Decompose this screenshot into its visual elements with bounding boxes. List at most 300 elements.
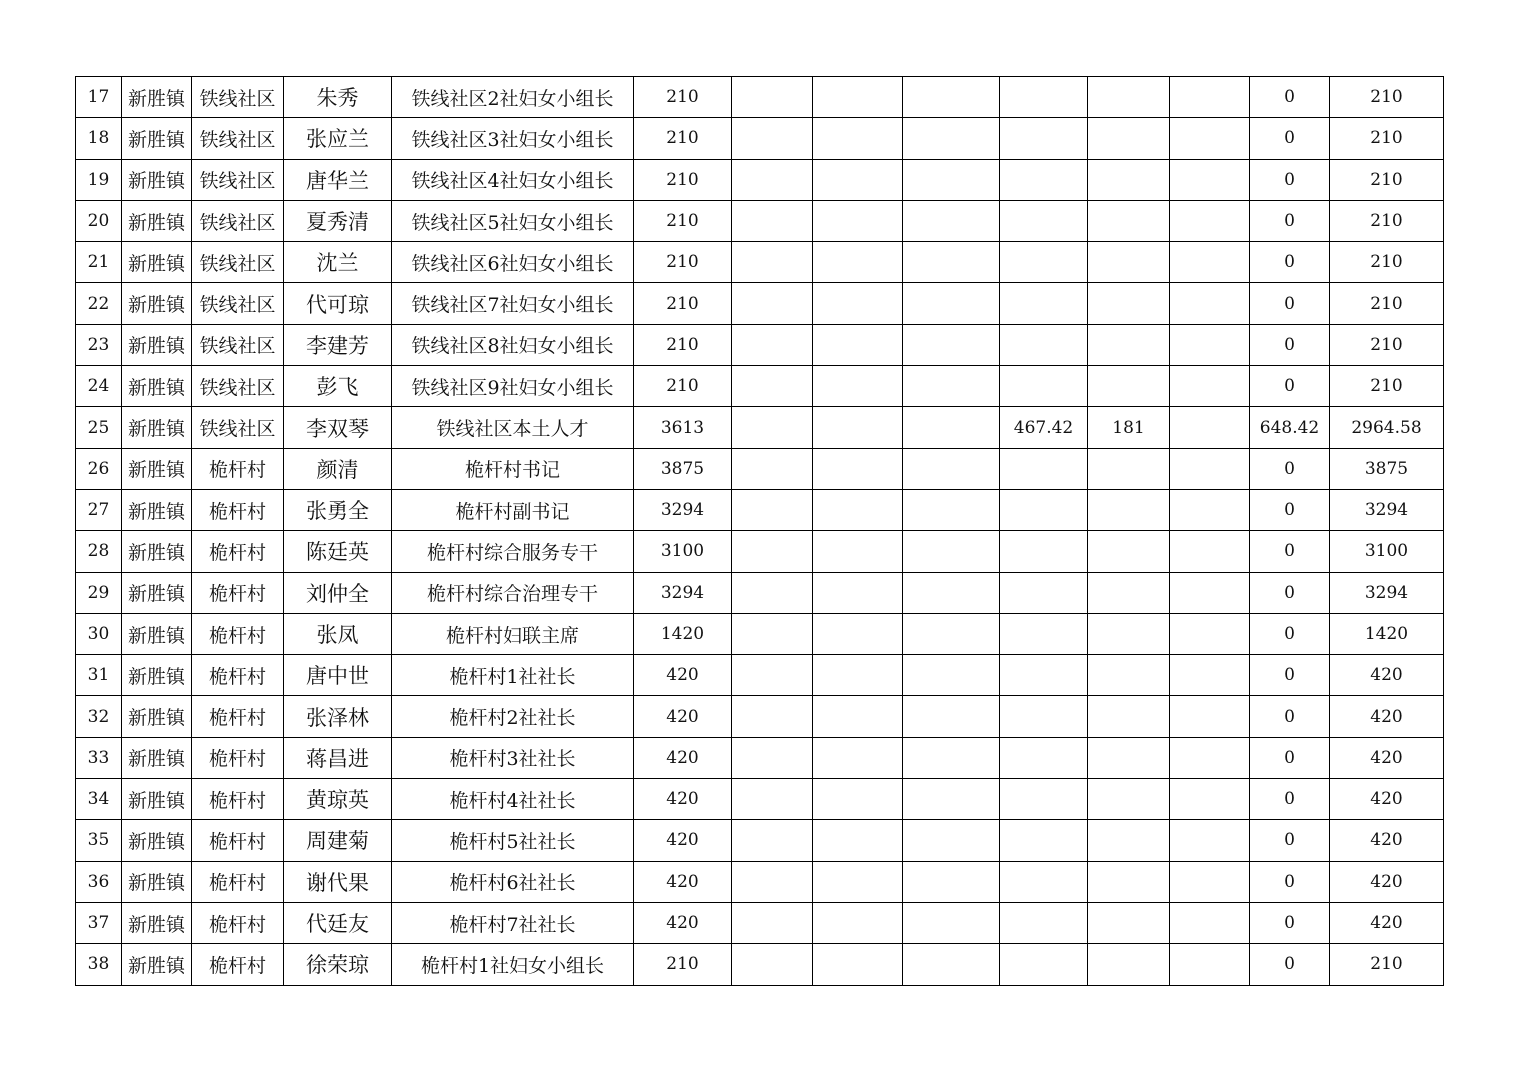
town-cell: 新胜镇 <box>122 366 192 407</box>
unit-cell: 桅杆村 <box>192 779 284 820</box>
blank-cell-6 <box>1170 737 1250 778</box>
position-cell: 铁线社区4社妇女小组长 <box>392 159 634 200</box>
deduction-cell-b <box>1088 737 1170 778</box>
total-deduction-cell: 0 <box>1250 655 1330 696</box>
blank-cell-3 <box>903 489 1000 530</box>
amount-cell: 210 <box>634 242 732 283</box>
blank-cell-3 <box>903 737 1000 778</box>
person-name-cell: 沈兰 <box>284 242 392 283</box>
table-row <box>76 118 1444 159</box>
table-row <box>76 902 1444 943</box>
deduction-cell-a <box>1000 77 1088 118</box>
blank-cell-1 <box>732 696 813 737</box>
position-cell: 铁线社区8社妇女小组长 <box>392 324 634 365</box>
blank-cell-1 <box>732 324 813 365</box>
total-deduction-cell: 0 <box>1250 489 1330 530</box>
blank-cell-1 <box>732 283 813 324</box>
deduction-cell-b <box>1088 489 1170 530</box>
blank-cell-2 <box>813 861 903 902</box>
net-amount-cell: 420 <box>1330 861 1444 902</box>
blank-cell-3 <box>903 242 1000 283</box>
blank-cell-3 <box>903 448 1000 489</box>
unit-cell: 铁线社区 <box>192 366 284 407</box>
blank-cell-2 <box>813 489 903 530</box>
unit-cell: 桅杆村 <box>192 944 284 985</box>
blank-cell-6 <box>1170 696 1250 737</box>
total-deduction-cell: 0 <box>1250 944 1330 985</box>
blank-cell-2 <box>813 242 903 283</box>
deduction-cell-b <box>1088 531 1170 572</box>
deduction-cell-a <box>1000 861 1088 902</box>
amount-cell: 210 <box>634 118 732 159</box>
position-cell: 铁线社区5社妇女小组长 <box>392 200 634 241</box>
net-amount-cell: 210 <box>1330 77 1444 118</box>
unit-cell: 桅杆村 <box>192 902 284 943</box>
town-cell: 新胜镇 <box>122 324 192 365</box>
person-name-cell: 彭飞 <box>284 366 392 407</box>
town-cell: 新胜镇 <box>122 944 192 985</box>
blank-cell-6 <box>1170 324 1250 365</box>
town-cell: 新胜镇 <box>122 407 192 448</box>
net-amount-cell: 3100 <box>1330 531 1444 572</box>
amount-cell: 3875 <box>634 448 732 489</box>
deduction-cell-b <box>1088 366 1170 407</box>
unit-cell: 桅杆村 <box>192 613 284 654</box>
blank-cell-6 <box>1170 572 1250 613</box>
blank-cell-2 <box>813 655 903 696</box>
blank-cell-6 <box>1170 861 1250 902</box>
total-deduction-cell: 0 <box>1250 324 1330 365</box>
blank-cell-2 <box>813 820 903 861</box>
person-name-cell: 朱秀 <box>284 77 392 118</box>
unit-cell: 铁线社区 <box>192 118 284 159</box>
position-cell: 铁线社区本土人才 <box>392 407 634 448</box>
unit-cell: 桅杆村 <box>192 489 284 530</box>
net-amount-cell: 420 <box>1330 779 1444 820</box>
deduction-cell-a <box>1000 531 1088 572</box>
table-row <box>76 861 1444 902</box>
person-name-cell: 李建芳 <box>284 324 392 365</box>
total-deduction-cell: 0 <box>1250 572 1330 613</box>
blank-cell-3 <box>903 655 1000 696</box>
blank-cell-6 <box>1170 242 1250 283</box>
blank-cell-1 <box>732 77 813 118</box>
position-cell: 桅杆村6社社长 <box>392 861 634 902</box>
deduction-cell-a <box>1000 902 1088 943</box>
blank-cell-2 <box>813 572 903 613</box>
unit-cell: 铁线社区 <box>192 200 284 241</box>
table-row <box>76 366 1444 407</box>
deduction-cell-a <box>1000 655 1088 696</box>
person-name-cell: 唐华兰 <box>284 159 392 200</box>
table-row <box>76 531 1444 572</box>
unit-cell: 桅杆村 <box>192 572 284 613</box>
total-deduction-cell: 0 <box>1250 861 1330 902</box>
table-row <box>76 242 1444 283</box>
blank-cell-1 <box>732 448 813 489</box>
blank-cell-3 <box>903 77 1000 118</box>
net-amount-cell: 420 <box>1330 902 1444 943</box>
row-number-cell: 26 <box>76 448 122 489</box>
deduction-cell-a <box>1000 283 1088 324</box>
person-name-cell: 陈廷英 <box>284 531 392 572</box>
blank-cell-2 <box>813 779 903 820</box>
net-amount-cell: 2964.58 <box>1330 407 1444 448</box>
town-cell: 新胜镇 <box>122 283 192 324</box>
blank-cell-3 <box>903 531 1000 572</box>
blank-cell-2 <box>813 200 903 241</box>
blank-cell-3 <box>903 366 1000 407</box>
deduction-cell-b <box>1088 655 1170 696</box>
net-amount-cell: 420 <box>1330 820 1444 861</box>
deduction-cell-b <box>1088 448 1170 489</box>
blank-cell-3 <box>903 159 1000 200</box>
net-amount-cell: 3294 <box>1330 489 1444 530</box>
total-deduction-cell: 0 <box>1250 613 1330 654</box>
net-amount-cell: 210 <box>1330 118 1444 159</box>
row-number-cell: 37 <box>76 902 122 943</box>
total-deduction-cell: 0 <box>1250 77 1330 118</box>
unit-cell: 铁线社区 <box>192 77 284 118</box>
blank-cell-1 <box>732 242 813 283</box>
blank-cell-2 <box>813 737 903 778</box>
unit-cell: 铁线社区 <box>192 159 284 200</box>
table-row <box>76 944 1444 985</box>
deduction-cell-b <box>1088 902 1170 943</box>
blank-cell-3 <box>903 613 1000 654</box>
table-row <box>76 820 1444 861</box>
unit-cell: 铁线社区 <box>192 242 284 283</box>
amount-cell: 3294 <box>634 572 732 613</box>
unit-cell: 桅杆村 <box>192 737 284 778</box>
net-amount-cell: 3875 <box>1330 448 1444 489</box>
deduction-cell-a <box>1000 159 1088 200</box>
total-deduction-cell: 0 <box>1250 200 1330 241</box>
amount-cell: 210 <box>634 200 732 241</box>
person-name-cell: 张勇全 <box>284 489 392 530</box>
amount-cell: 1420 <box>634 613 732 654</box>
position-cell: 桅杆村5社社长 <box>392 820 634 861</box>
net-amount-cell: 420 <box>1330 696 1444 737</box>
blank-cell-6 <box>1170 159 1250 200</box>
table-row <box>76 655 1444 696</box>
net-amount-cell: 210 <box>1330 242 1444 283</box>
blank-cell-6 <box>1170 944 1250 985</box>
unit-cell: 桅杆村 <box>192 696 284 737</box>
blank-cell-3 <box>903 283 1000 324</box>
town-cell: 新胜镇 <box>122 200 192 241</box>
row-number-cell: 22 <box>76 283 122 324</box>
blank-cell-2 <box>813 283 903 324</box>
row-number-cell: 29 <box>76 572 122 613</box>
blank-cell-1 <box>732 531 813 572</box>
row-number-cell: 38 <box>76 944 122 985</box>
unit-cell: 桅杆村 <box>192 861 284 902</box>
town-cell: 新胜镇 <box>122 572 192 613</box>
deduction-cell-b <box>1088 118 1170 159</box>
row-number-cell: 31 <box>76 655 122 696</box>
person-name-cell: 蒋昌进 <box>284 737 392 778</box>
town-cell: 新胜镇 <box>122 779 192 820</box>
blank-cell-1 <box>732 200 813 241</box>
position-cell: 桅杆村7社社长 <box>392 902 634 943</box>
table-row <box>76 159 1444 200</box>
table-row <box>76 324 1444 365</box>
blank-cell-2 <box>813 902 903 943</box>
amount-cell: 420 <box>634 655 732 696</box>
payroll-table <box>75 76 1444 986</box>
blank-cell-6 <box>1170 779 1250 820</box>
town-cell: 新胜镇 <box>122 448 192 489</box>
blank-cell-1 <box>732 779 813 820</box>
unit-cell: 铁线社区 <box>192 407 284 448</box>
row-number-cell: 34 <box>76 779 122 820</box>
row-number-cell: 32 <box>76 696 122 737</box>
deduction-cell-a <box>1000 200 1088 241</box>
blank-cell-3 <box>903 820 1000 861</box>
row-number-cell: 33 <box>76 737 122 778</box>
deduction-cell-b <box>1088 613 1170 654</box>
amount-cell: 210 <box>634 944 732 985</box>
blank-cell-6 <box>1170 902 1250 943</box>
blank-cell-6 <box>1170 200 1250 241</box>
blank-cell-3 <box>903 696 1000 737</box>
blank-cell-6 <box>1170 531 1250 572</box>
blank-cell-1 <box>732 944 813 985</box>
blank-cell-2 <box>813 407 903 448</box>
table-row <box>76 613 1444 654</box>
total-deduction-cell: 0 <box>1250 242 1330 283</box>
table-row <box>76 737 1444 778</box>
person-name-cell: 颜清 <box>284 448 392 489</box>
amount-cell: 420 <box>634 861 732 902</box>
amount-cell: 210 <box>634 159 732 200</box>
position-cell: 桅杆村1社社长 <box>392 655 634 696</box>
blank-cell-3 <box>903 902 1000 943</box>
position-cell: 铁线社区7社妇女小组长 <box>392 283 634 324</box>
table-row <box>76 448 1444 489</box>
town-cell: 新胜镇 <box>122 159 192 200</box>
deduction-cell-b <box>1088 324 1170 365</box>
deduction-cell-a <box>1000 779 1088 820</box>
town-cell: 新胜镇 <box>122 861 192 902</box>
row-number-cell: 23 <box>76 324 122 365</box>
blank-cell-6 <box>1170 366 1250 407</box>
deduction-cell-a <box>1000 613 1088 654</box>
blank-cell-1 <box>732 861 813 902</box>
deduction-cell-a: 467.42 <box>1000 407 1088 448</box>
person-name-cell: 李双琴 <box>284 407 392 448</box>
amount-cell: 3613 <box>634 407 732 448</box>
blank-cell-6 <box>1170 118 1250 159</box>
person-name-cell: 代可琼 <box>284 283 392 324</box>
row-number-cell: 27 <box>76 489 122 530</box>
blank-cell-2 <box>813 366 903 407</box>
net-amount-cell: 210 <box>1330 283 1444 324</box>
town-cell: 新胜镇 <box>122 118 192 159</box>
net-amount-cell: 3294 <box>1330 572 1444 613</box>
blank-cell-3 <box>903 200 1000 241</box>
net-amount-cell: 1420 <box>1330 613 1444 654</box>
person-name-cell: 夏秀清 <box>284 200 392 241</box>
person-name-cell: 周建菊 <box>284 820 392 861</box>
net-amount-cell: 420 <box>1330 737 1444 778</box>
town-cell: 新胜镇 <box>122 655 192 696</box>
position-cell: 桅杆村4社社长 <box>392 779 634 820</box>
amount-cell: 420 <box>634 696 732 737</box>
town-cell: 新胜镇 <box>122 696 192 737</box>
position-cell: 桅杆村1社妇女小组长 <box>392 944 634 985</box>
position-cell: 桅杆村副书记 <box>392 489 634 530</box>
town-cell: 新胜镇 <box>122 489 192 530</box>
amount-cell: 210 <box>634 77 732 118</box>
person-name-cell: 刘仲全 <box>284 572 392 613</box>
blank-cell-1 <box>732 489 813 530</box>
blank-cell-3 <box>903 779 1000 820</box>
blank-cell-6 <box>1170 820 1250 861</box>
blank-cell-3 <box>903 407 1000 448</box>
blank-cell-6 <box>1170 448 1250 489</box>
total-deduction-cell: 0 <box>1250 448 1330 489</box>
unit-cell: 铁线社区 <box>192 283 284 324</box>
blank-cell-6 <box>1170 407 1250 448</box>
unit-cell: 桅杆村 <box>192 820 284 861</box>
row-number-cell: 20 <box>76 200 122 241</box>
blank-cell-1 <box>732 902 813 943</box>
amount-cell: 210 <box>634 324 732 365</box>
position-cell: 铁线社区3社妇女小组长 <box>392 118 634 159</box>
total-deduction-cell: 0 <box>1250 902 1330 943</box>
person-name-cell: 徐荣琼 <box>284 944 392 985</box>
blank-cell-2 <box>813 944 903 985</box>
blank-cell-6 <box>1170 655 1250 696</box>
blank-cell-1 <box>732 159 813 200</box>
position-cell: 桅杆村综合治理专干 <box>392 572 634 613</box>
net-amount-cell: 420 <box>1330 655 1444 696</box>
row-number-cell: 17 <box>76 77 122 118</box>
total-deduction-cell: 0 <box>1250 159 1330 200</box>
table-row <box>76 200 1444 241</box>
person-name-cell: 黄琼英 <box>284 779 392 820</box>
deduction-cell-a <box>1000 118 1088 159</box>
town-cell: 新胜镇 <box>122 902 192 943</box>
blank-cell-2 <box>813 448 903 489</box>
deduction-cell-b <box>1088 572 1170 613</box>
blank-cell-2 <box>813 159 903 200</box>
total-deduction-cell: 0 <box>1250 531 1330 572</box>
position-cell: 桅杆村综合服务专干 <box>392 531 634 572</box>
amount-cell: 3100 <box>634 531 732 572</box>
blank-cell-6 <box>1170 489 1250 530</box>
deduction-cell-b <box>1088 242 1170 283</box>
amount-cell: 420 <box>634 902 732 943</box>
amount-cell: 210 <box>634 366 732 407</box>
town-cell: 新胜镇 <box>122 820 192 861</box>
deduction-cell-b <box>1088 77 1170 118</box>
town-cell: 新胜镇 <box>122 242 192 283</box>
blank-cell-2 <box>813 324 903 365</box>
row-number-cell: 36 <box>76 861 122 902</box>
blank-cell-3 <box>903 861 1000 902</box>
deduction-cell-a <box>1000 944 1088 985</box>
net-amount-cell: 210 <box>1330 324 1444 365</box>
row-number-cell: 28 <box>76 531 122 572</box>
table-row <box>76 407 1444 448</box>
deduction-cell-b <box>1088 861 1170 902</box>
blank-cell-2 <box>813 613 903 654</box>
blank-cell-1 <box>732 407 813 448</box>
town-cell: 新胜镇 <box>122 613 192 654</box>
total-deduction-cell: 0 <box>1250 366 1330 407</box>
table-row <box>76 696 1444 737</box>
blank-cell-6 <box>1170 613 1250 654</box>
net-amount-cell: 210 <box>1330 200 1444 241</box>
deduction-cell-b: 181 <box>1088 407 1170 448</box>
unit-cell: 铁线社区 <box>192 324 284 365</box>
blank-cell-3 <box>903 944 1000 985</box>
person-name-cell: 张凤 <box>284 613 392 654</box>
deduction-cell-a <box>1000 324 1088 365</box>
amount-cell: 420 <box>634 737 732 778</box>
net-amount-cell: 210 <box>1330 366 1444 407</box>
table-row <box>76 283 1444 324</box>
amount-cell: 3294 <box>634 489 732 530</box>
row-number-cell: 35 <box>76 820 122 861</box>
table-row <box>76 77 1444 118</box>
blank-cell-6 <box>1170 77 1250 118</box>
person-name-cell: 谢代果 <box>284 861 392 902</box>
net-amount-cell: 210 <box>1330 159 1444 200</box>
blank-cell-1 <box>732 613 813 654</box>
table-row <box>76 572 1444 613</box>
blank-cell-2 <box>813 118 903 159</box>
person-name-cell: 唐中世 <box>284 655 392 696</box>
blank-cell-3 <box>903 118 1000 159</box>
row-number-cell: 21 <box>76 242 122 283</box>
deduction-cell-b <box>1088 159 1170 200</box>
position-cell: 桅杆村2社社长 <box>392 696 634 737</box>
deduction-cell-b <box>1088 820 1170 861</box>
town-cell: 新胜镇 <box>122 737 192 778</box>
deduction-cell-a <box>1000 489 1088 530</box>
blank-cell-1 <box>732 572 813 613</box>
row-number-cell: 19 <box>76 159 122 200</box>
town-cell: 新胜镇 <box>122 77 192 118</box>
deduction-cell-a <box>1000 696 1088 737</box>
town-cell: 新胜镇 <box>122 531 192 572</box>
total-deduction-cell: 0 <box>1250 696 1330 737</box>
net-amount-cell: 210 <box>1330 944 1444 985</box>
table-body <box>76 77 1444 986</box>
deduction-cell-a <box>1000 820 1088 861</box>
blank-cell-1 <box>732 118 813 159</box>
person-name-cell: 张泽林 <box>284 696 392 737</box>
blank-cell-3 <box>903 572 1000 613</box>
total-deduction-cell: 0 <box>1250 283 1330 324</box>
deduction-cell-a <box>1000 366 1088 407</box>
position-cell: 铁线社区9社妇女小组长 <box>392 366 634 407</box>
position-cell: 桅杆村书记 <box>392 448 634 489</box>
blank-cell-2 <box>813 696 903 737</box>
row-number-cell: 24 <box>76 366 122 407</box>
blank-cell-1 <box>732 820 813 861</box>
row-number-cell: 18 <box>76 118 122 159</box>
deduction-cell-a <box>1000 572 1088 613</box>
blank-cell-6 <box>1170 283 1250 324</box>
deduction-cell-b <box>1088 779 1170 820</box>
position-cell: 桅杆村妇联主席 <box>392 613 634 654</box>
total-deduction-cell: 0 <box>1250 820 1330 861</box>
